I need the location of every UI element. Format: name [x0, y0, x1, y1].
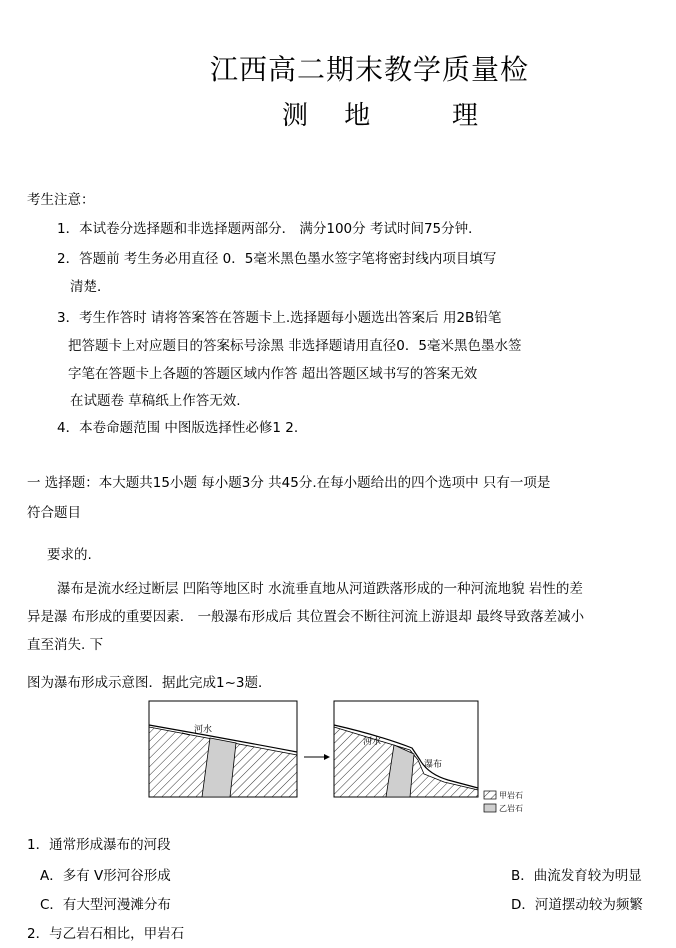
section-heading-cont: 符合题目 — [27, 505, 81, 521]
waterfall-diagram — [148, 700, 532, 820]
question-1-option-c: C．有大型河漫滩分布 — [40, 897, 171, 913]
notice-item: 在试题卷 草稿纸上作答无效. — [70, 393, 241, 409]
passage-line: 图为瀑布形成示意图．据此完成1~3题． — [27, 675, 272, 691]
notice-item: 字笔在答题卡上各题的答题区域内作答 超出答题区域书写的答案无效 — [68, 366, 478, 382]
notice-item: 3．考生作答时 请将答案答在答题卡上.选择题每小题选出答案后 用2B铅笔 — [57, 310, 502, 326]
question-1-option-b: B．曲流发育较为明显 — [511, 868, 642, 884]
legend — [484, 791, 496, 812]
river-label-right: 河水 — [363, 737, 382, 747]
title-line-2a: 测 地 — [282, 101, 385, 131]
passage-line: 直至消失. 下 — [27, 637, 104, 653]
section-heading: 一 选择题：本大题共15小题 每小题3分 共45分.在每小题给出的四个选项中 只有一项是 — [27, 475, 551, 491]
notice-item: 把答题卡上对应题目的答案标号涂黑 非选择题请用直径0．5毫米黑色墨水签 — [68, 338, 522, 354]
section-heading-cont: 要求的. — [47, 547, 92, 563]
diagram-panel-after — [334, 701, 478, 797]
waterfall-label: 瀑布 — [424, 760, 443, 770]
question-1-option-d: D．河道摆动较为频繁 — [511, 897, 643, 913]
river-label-left: 河水 — [194, 725, 213, 735]
notice-item: 清楚． — [70, 279, 111, 295]
notice-item: 4．本卷命题范围 中图版选择性必修1 2. — [57, 420, 299, 436]
question-1-option-a: A．多有 V形河谷形成 — [40, 868, 171, 884]
notice-item: 1．本试卷分选择题和非选择题两部分． 满分100分 考试时间75分钟． — [57, 221, 482, 237]
question-1: 1．通常形成瀑布的河段 — [27, 837, 171, 853]
notice-heading: 考生注意： — [27, 192, 95, 208]
diagram-panel-before — [149, 701, 297, 797]
legend-label-b: 乙岩石 — [499, 804, 523, 813]
passage-line: 瀑布是流水经过断层 凹陷等地区时 水流垂直地从河道跌落形成的一种河流地貌 岩性的差 — [57, 581, 583, 597]
title-line-1: 江西高二期末教学质量检 — [210, 53, 530, 86]
passage-line: 异是瀑 布形成的重要因素． 一般瀑布形成后 其位置会不断往河流上游退却 最终导致落差减小 — [27, 609, 585, 625]
legend-label-a: 甲岩石 — [499, 791, 523, 800]
transition-arrow — [304, 754, 330, 760]
title-line-2b: 理 — [452, 101, 479, 131]
notice-item: 2．答题前 考生务必用直径 0．5毫米黑色墨水签字笔将密封线内项目填写 — [57, 251, 497, 267]
question-2: 2．与乙岩石相比，甲岩石 — [27, 926, 185, 942]
